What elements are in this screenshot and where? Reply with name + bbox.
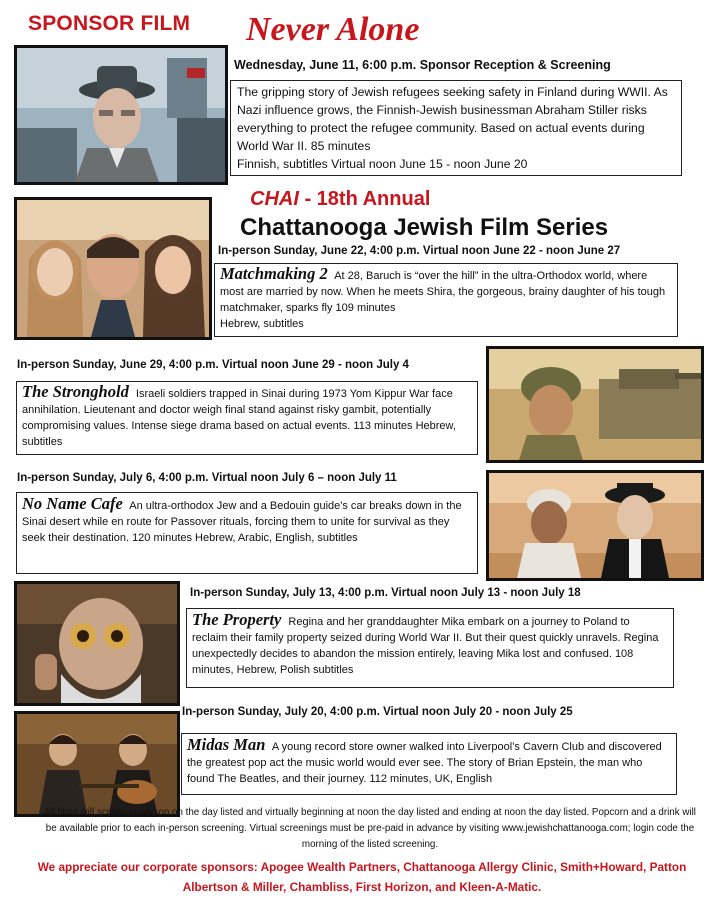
film-1-description: At 28, Baruch is “over the hill” in the ultra-Orthodox world, where most are married by now. When he meets Shira, the gorgeous, brainy daughter of his tough matchmaker, sparks fly 109 minutes: [220, 270, 666, 314]
soldier-tank-image: [489, 349, 701, 460]
film-2-title: The Stronghold: [22, 382, 129, 401]
film-2-schedule: In-person Sunday, June 29, 4:00 p.m. Virtual noon June 29 - noon July 4: [17, 359, 409, 371]
film-2-description: Israeli soldiers trapped in Sinai during 1973 Yom Kippur War face annihilation. Lieutenant and doctor weigh final stand against risky gambit, potentially compromising values. Intense siege drama based on actual events. 113 minutes Hebrew, subtitles: [22, 388, 456, 448]
desert-travelers-image: [489, 473, 701, 578]
never-alone-photo: [14, 45, 228, 185]
man-with-glasses-image: [17, 584, 177, 703]
film-1-schedule: In-person Sunday, June 22, 4:00 p.m. Virtual noon June 22 - noon June 27: [218, 245, 621, 257]
corporate-sponsors: We appreciate our corporate sponsors: Apogee Wealth Partners, Chattanooga Allergy Clinic, Smith+Howard, Patton Albertson & Miller, Chambliss, First Horizon, and Kleen-A-Matic.: [37, 860, 687, 894]
film-5-title: Midas Man: [187, 735, 266, 754]
film-5-description: A young record store owner walked into Liverpool’s Cavern Club and discovered the greatest pop act the music world would ever see. The story of Brian Epstein, the man who found The Beatles, and their journey. 112 minutes, UK, English: [187, 741, 662, 785]
sponsor-film-description: The gripping story of Jewish refugees seeking safety in Finland during WWII. As Nazi influence grows, the Finnish-Jewish businessman Abraham Stiller risks everything to protect the refugee community. Based on actual events during World War II. 85 minutes: [237, 85, 668, 153]
series-title: Chattanooga Jewish Film Series: [240, 214, 609, 241]
film-1-language: Hebrew, subtitles: [220, 318, 304, 330]
property-photo: [14, 581, 180, 706]
film-3-description: An ultra-orthodox Jew and a Bedouin guide's car breaks down in the Sinai desert while en route for Passover rituals, forcing them to unite for survival as they seek their destination. 120 minutes Hebrew, Arabic, English, subtitles: [22, 500, 462, 544]
no-name-cafe-photo: [486, 470, 704, 581]
matchmaking-image: [17, 200, 209, 337]
sponsor-film-title: Never Alone: [246, 11, 420, 48]
screening-info-note: All films will screen in person on the day listed and virtually beginning at noon the day listed and ending at noon the day listed. Popcorn and a drink will be available prior to each in-person screening. Virtual screenings must be pre-paid in advance by visiting www.jewishchattanooga.com; login code the morning of the listed screening.: [44, 807, 696, 850]
film-5-box: [181, 733, 677, 795]
musicians-image: [17, 714, 177, 814]
film-4-box: [186, 608, 674, 688]
sponsor-film-schedule: Wednesday, June 11, 6:00 p.m. Sponsor Reception & Screening: [234, 58, 611, 72]
midas-man-photo: [14, 711, 180, 817]
annual-label: - 18th Annual: [298, 188, 431, 210]
sponsor-film-details: Finnish, subtitles Virtual noon June 15 - noon June 20: [237, 157, 528, 171]
film-4-title: The Property: [192, 610, 282, 629]
film-5-schedule: In-person Sunday, July 20, 4:00 p.m. Virtual noon July 20 - noon July 25: [182, 706, 573, 718]
stronghold-photo: [486, 346, 704, 463]
film-3-box: [16, 492, 478, 574]
series-heading: [250, 188, 430, 211]
film-1-title: Matchmaking 2: [220, 264, 328, 283]
old-man-in-hat-image: [17, 48, 225, 182]
film-4-schedule: In-person Sunday, July 13, 4:00 p.m. Virtual noon July 13 - noon July 18: [190, 587, 581, 599]
chai-label: CHAI: [250, 188, 299, 210]
matchmaking-photo: [14, 197, 212, 340]
film-2-box: [16, 381, 478, 455]
film-4-description: Regina and her granddaughter Mika embark on a journey to Poland to reclaim their family property seized during World War II. But their quest quickly unravels. Regina unexpectedly decides to abandon the mission entirely, leaving Mika lost and confused. 108 minutes, Hebrew, Polish subtitles: [192, 616, 659, 676]
film-1-box: [214, 263, 678, 337]
sponsor-film-description-box: [230, 80, 682, 176]
sponsor-film-label: SPONSOR FILM: [28, 12, 191, 35]
film-3-title: No Name Cafe: [22, 494, 123, 513]
film-3-schedule: In-person Sunday, July 6, 4:00 p.m. Virtual noon July 6 – noon July 11: [17, 472, 397, 484]
